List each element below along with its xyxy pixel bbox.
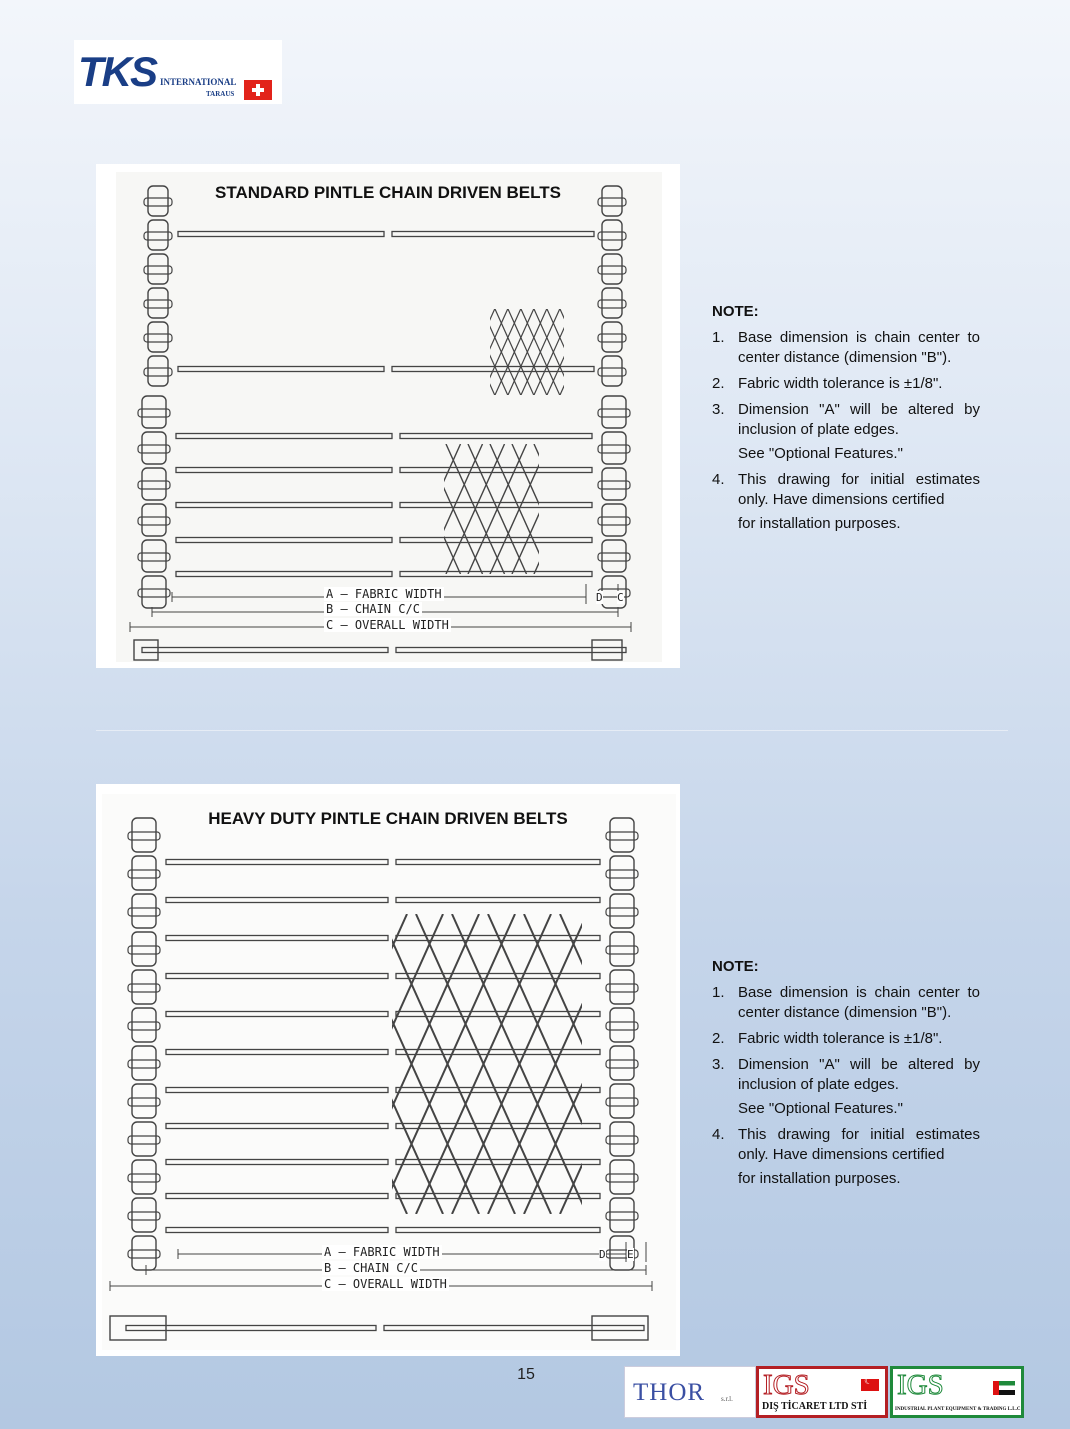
dimension-c-label: C — OVERALL WIDTH: [326, 618, 449, 632]
note-block-1: [712, 302, 980, 540]
note-block-2: [712, 957, 980, 1195]
dimension-edge-label: C: [617, 591, 624, 604]
page-number: 15: [517, 1366, 535, 1383]
note-item: 4. This drawing for initial estimates only. Have dimensions certified for installation purposes.: [712, 1126, 980, 1187]
partner-name: IGS: [897, 1369, 944, 1401]
dimension-d-label: D: [599, 1248, 606, 1261]
partner-logo-igs-turkey: [756, 1366, 888, 1418]
swiss-flag-icon: [244, 80, 272, 100]
mesh-wire: [666, 444, 680, 574]
note-item: 2. Fabric width tolerance is ±1/8".: [712, 375, 943, 392]
note-item: 2. Fabric width tolerance is ±1/8".: [712, 1030, 943, 1047]
dimension-b-label: B — CHAIN C/C: [326, 602, 420, 616]
note-item: 4. This drawing for initial estimates only. Have dimensions certified for installation purposes.: [712, 471, 980, 532]
note-heading: NOTE:: [712, 303, 759, 320]
dimension-a-label: A — FABRIC WIDTH: [324, 1245, 440, 1259]
figure-standard-belts: [96, 164, 680, 668]
partner-sub: DIŞ TİCARET LTD STİ: [762, 1401, 868, 1412]
note-item: 1. Base dimension is chain center to center distance (dimension "B").: [712, 984, 980, 1021]
dimension-e-label: E: [627, 1248, 634, 1261]
note-item: 1. Base dimension is chain center to center distance (dimension "B").: [712, 329, 980, 366]
partner-sub: s.r.l.: [721, 1395, 733, 1403]
section-divider: [96, 730, 1008, 731]
dimension-a-label: A — FABRIC WIDTH: [326, 587, 442, 601]
partner-logo-igs-uae: [890, 1366, 1024, 1418]
turkey-flag-icon: [861, 1379, 879, 1391]
figure-title: HEAVY DUTY PINTLE CHAIN DRIVEN BELTS: [208, 809, 568, 828]
partner-logo-thor: [624, 1366, 756, 1418]
dimension-c-label: C — OVERALL WIDTH: [324, 1277, 447, 1291]
mesh-wire: [666, 444, 680, 574]
partner-name: THOR: [633, 1379, 706, 1406]
figure-title: STANDARD PINTLE CHAIN DRIVEN BELTS: [215, 183, 561, 202]
figure-heavy-duty-belts: [96, 784, 680, 1356]
partner-name: IGS: [763, 1369, 810, 1401]
uae-flag-icon: [993, 1381, 1015, 1395]
note-item: 3. Dimension "A" will be altered by inclusion of plate edges. See "Optional Features.": [712, 1056, 980, 1117]
note-heading: NOTE:: [712, 958, 759, 975]
dimension-d-label: D: [596, 591, 603, 604]
dimension-b-label: B — CHAIN C/C: [324, 1261, 418, 1275]
note-item: 3. Dimension "A" will be altered by inclusion of plate edges. See "Optional Features.": [712, 401, 980, 462]
logo-wordmark: TKS: [78, 48, 156, 95]
logo-subtitle: INTERNATIONAL: [160, 77, 237, 87]
company-logo: [74, 40, 282, 104]
partner-sub: INDUSTRIAL PLANT EQUIPMENT & TRADING L.L.C: [895, 1407, 1021, 1412]
logo-subtitle-2: TARAUS: [206, 90, 235, 98]
